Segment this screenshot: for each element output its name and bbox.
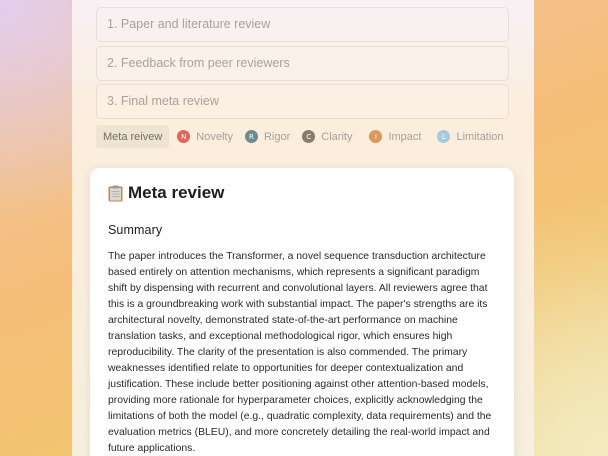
tab-rigor[interactable] [245,125,290,148]
tab-label: Meta reivew [103,130,163,143]
rigor-badge-icon: R [245,130,258,143]
step-paper-literature-review[interactable] [96,7,509,42]
tab-clarity[interactable] [302,125,352,148]
tab-novelty[interactable] [177,125,233,148]
tab-label: Limitation [456,130,504,143]
step-final-meta-review[interactable] [96,84,509,119]
card-title: Meta review [128,183,225,202]
meta-review-card [90,168,514,456]
step-label: 1. Paper and literature review [107,17,271,31]
limitation-badge-icon: L [437,130,450,143]
step-peer-feedback[interactable] [96,46,509,81]
card-title-row [108,182,496,204]
tab-meta-review[interactable] [96,125,169,148]
clipboard-icon [108,185,123,202]
tab-limitation[interactable] [437,125,503,148]
tab-impact[interactable] [369,125,421,148]
novelty-badge-icon: N [177,130,190,143]
step-label: 2. Feedback from peer reviewers [107,56,290,70]
summary-heading: Summary [108,223,163,237]
tab-label: Clarity [321,130,353,143]
tab-label: Impact [388,130,422,143]
review-tabs [96,125,516,148]
clarity-badge-icon: C [302,130,315,143]
tab-label: Novelty [196,130,233,143]
step-label: 3. Final meta review [107,94,219,108]
impact-badge-icon: I [369,130,382,143]
summary-text: The paper introduces the Transformer, a novel sequence transduction architecture based entirely on attention mechanisms, which represents a significant paradigm shift by dispensing with recurrent and convolutional layers. All reviewers agree that this is a groundbreaking work with substantial impact. The paper's strengths are its architectural novelty, demonstrated state-of-the-art performance on machine translation tasks, and exceptional methodological rigor, which ensures high reproducibility. The clarity of the presentation is also commended. The primary weaknesses identified relate to opportunities for deeper contextualization and justification. These include better positioning against other attention-based models, providing more rationale for hyperparameter choices, explicitly acknowledging the limitations of both the model (e.g., quadratic complexity, data requirements) and the evaluation metrics (BLEU), and more concretely detailing the real-world impact and future applications. [108,251,492,454]
tab-label: Rigor [263,130,291,143]
